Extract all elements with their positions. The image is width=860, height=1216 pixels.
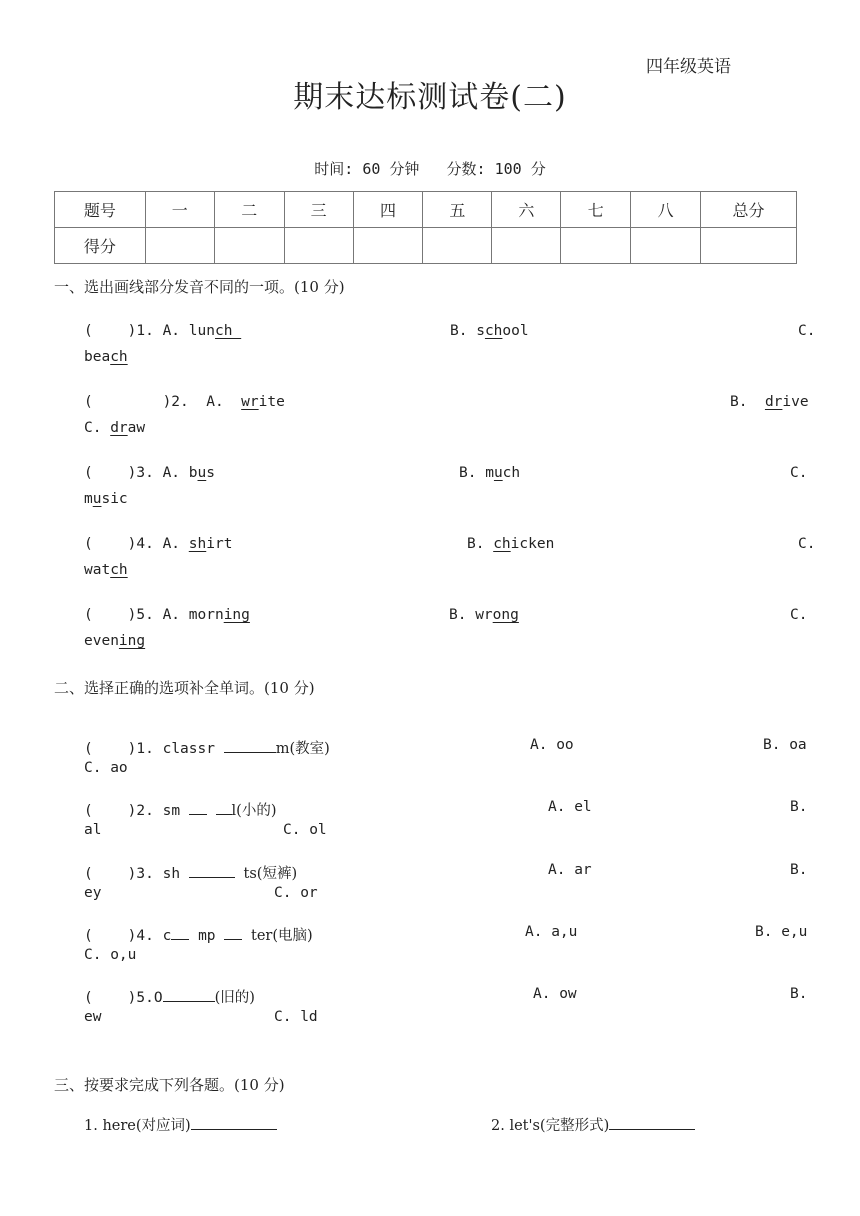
s1-q4-option-c-label: C.	[798, 536, 816, 552]
s3-q1: 1. here(对应词)	[84, 1114, 277, 1135]
s2-q2-option-b: al	[84, 822, 102, 838]
table-cell: 总分	[701, 192, 797, 228]
s2-q5-option-b-label: B.	[790, 986, 808, 1002]
score-label: 分数: 100 分	[446, 160, 546, 178]
s2-q4-option-a: A. a,u	[525, 924, 578, 940]
table-cell: 八	[631, 192, 701, 228]
s2-q5-option-a: A. ow	[533, 986, 577, 1002]
table-cell: 得分	[55, 228, 146, 264]
answer-blank[interactable]	[224, 925, 242, 940]
s2-q2-option-b-label: B.	[790, 799, 808, 815]
s1-q5-option-c-label: C.	[790, 607, 808, 623]
s2-q3-option-b-label: B.	[790, 862, 808, 878]
answer-blank[interactable]	[189, 863, 235, 878]
answer-blank[interactable]	[189, 800, 207, 815]
time-label: 时间: 60 分钟	[314, 160, 420, 178]
exam-meta	[0, 158, 860, 179]
score-cell[interactable]	[423, 228, 492, 264]
score-cell[interactable]	[492, 228, 561, 264]
s2-q1-option-a: A. oo	[530, 737, 574, 753]
score-cell[interactable]	[214, 228, 284, 264]
exam-title: 期末达标测试卷(二)	[293, 80, 567, 115]
table-cell: 二	[214, 192, 284, 228]
section1-title: 一、选出画线部分发音不同的一项。(10 分)	[54, 278, 345, 296]
s1-q1-option-c-label: C.	[798, 323, 816, 339]
score-table	[54, 191, 797, 264]
answer-blank[interactable]	[171, 925, 189, 940]
s2-q4-option-c: C. o,u	[84, 947, 137, 963]
grade-label: 四年级英语	[646, 57, 731, 77]
s2-q2-option-c: C. ol	[283, 822, 327, 838]
s1-q3-stem: ( )3. A. bus	[84, 465, 215, 481]
s2-q2-stem: ( )2. sm l(小的)	[84, 799, 276, 820]
s2-q1-option-b: B. oa	[763, 737, 807, 753]
s1-q2-stem: ( )2. A. write	[84, 394, 285, 410]
s2-q3-option-c: C. or	[274, 885, 318, 901]
s2-q4-stem: ( )4. c mp ter(电脑)	[84, 924, 313, 945]
table-cell: 四	[353, 192, 423, 228]
answer-blank[interactable]	[609, 1115, 695, 1130]
table-cell: 六	[492, 192, 561, 228]
s2-q1-option-c: C. ao	[84, 760, 128, 776]
s2-q1-stem: ( )1. classr m(教室)	[84, 737, 330, 758]
table-cell: 一	[145, 192, 214, 228]
score-cell[interactable]	[353, 228, 423, 264]
s1-q3-option-c: music	[84, 491, 128, 507]
s1-q3-option-b: B. much	[459, 465, 521, 481]
score-table-score-row	[55, 228, 797, 264]
table-cell: 五	[423, 192, 492, 228]
s1-q1-stem: ( )1. A. lunch	[84, 323, 242, 339]
s1-q4-option-c: watch	[84, 562, 128, 578]
s2-q3-option-a: A. ar	[548, 862, 592, 878]
s2-q2-option-a: A. el	[548, 799, 592, 815]
s2-q3-option-b: ey	[84, 885, 102, 901]
s1-q2-option-b: B. drive	[730, 394, 809, 410]
score-cell[interactable]	[631, 228, 701, 264]
answer-blank[interactable]	[191, 1115, 277, 1130]
table-cell: 题号	[55, 192, 146, 228]
s2-q5-stem: ( )5.O (旧的)	[84, 986, 255, 1007]
s1-q4-stem: ( )4. A. shirt	[84, 536, 233, 552]
s1-q1-option-c: beach	[84, 349, 128, 365]
answer-blank[interactable]	[163, 987, 215, 1002]
s2-q3-stem: ( )3. sh ts(短裤)	[84, 862, 297, 883]
answer-blank[interactable]	[216, 800, 232, 815]
s3-q2: 2. let's(完整形式)	[491, 1114, 695, 1135]
s2-q5-option-b: ew	[84, 1009, 102, 1025]
answer-blank[interactable]	[224, 738, 276, 753]
s2-q4-option-b: B. e,u	[755, 924, 808, 940]
table-cell: 三	[284, 192, 353, 228]
score-cell[interactable]	[701, 228, 797, 264]
table-cell: 七	[561, 192, 631, 228]
score-table-header-row	[55, 192, 797, 228]
s1-q4-option-b: B. chicken	[467, 536, 555, 552]
s1-q1-option-b: B. school	[450, 323, 529, 339]
score-cell[interactable]	[145, 228, 214, 264]
s1-q3-option-c-label: C.	[790, 465, 808, 481]
s1-q5-stem: ( )5. A. morning	[84, 607, 250, 623]
s1-q5-option-b: B. wrong	[449, 607, 519, 623]
section3-title: 三、按要求完成下列各题。(10 分)	[54, 1076, 285, 1094]
score-cell[interactable]	[561, 228, 631, 264]
s1-q5-option-c: evening	[84, 633, 146, 649]
section2-title: 二、选择正确的选项补全单词。(10 分)	[54, 679, 315, 697]
score-cell[interactable]	[284, 228, 353, 264]
s1-q2-option-c: C. draw	[84, 420, 146, 436]
s2-q5-option-c: C. ld	[274, 1009, 318, 1025]
